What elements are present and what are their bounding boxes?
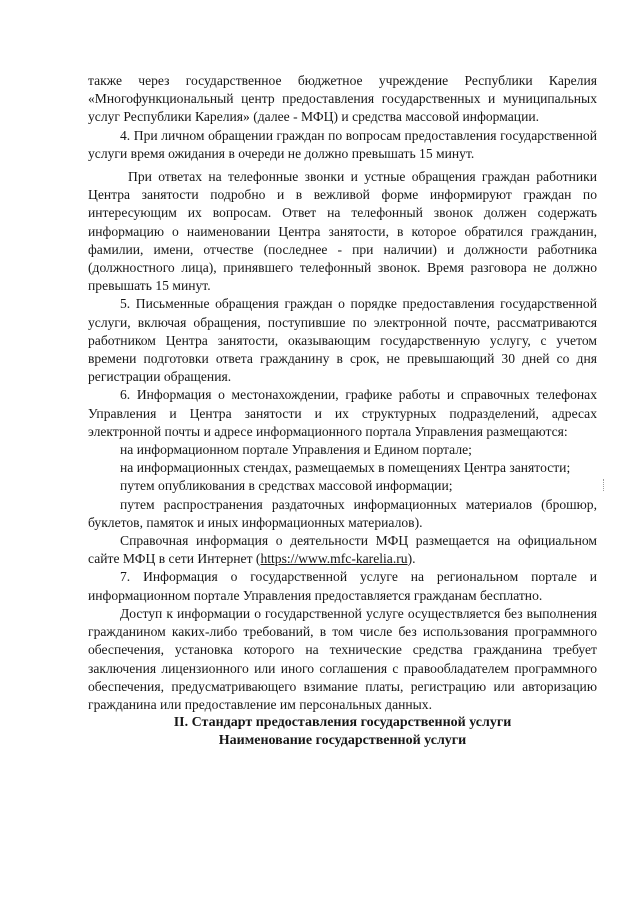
list-item-materials: путем распространения раздаточных информационных материалов (брошюр, буклетов, памяток и иных информационных материалов).	[88, 496, 597, 530]
list-item-media: путем опубликования в средствах массовой информации;	[120, 478, 453, 494]
list-item-portal: на информационном портале Управления и Едином портале;	[120, 442, 472, 458]
mfc-reference-text: Справочная информация о деятельности МФЦ размещается на официальном сайте МФЦ в сети Интернет (	[88, 533, 597, 567]
document-page	[88, 72, 597, 751]
paragraph-phone-answers: При ответах на телефонные звонки и устные обращения граждан работники Центра занятости подробно и в вежливой форме информируют граждан по интересующим их вопросам. Ответ на телефонный звонок должен содержать информацию о наименовании Центра занятости, в которое обратился гражданин, фамилии, имени, отчестве (последнее - при наличии) и должности работника (должностного лица), принявшего телефонный звонок. Время разговора не должно превышать 15 минут.	[88, 169, 597, 294]
paragraph-access: Доступ к информации о государственной услуге осуществляется без выполнения гражданином каких-либо требований, в том числе без использования программного обеспечения, установка которого на технические средства гражданина требует заключения лицензионного или иного соглашения с правообладателем программного обеспечения, предусматривающего взимание платы, регистрацию или авторизацию гражданина или предоставление им персональных данных.	[88, 605, 597, 712]
paragraph-item-5: 5. Письменные обращения граждан о порядке предоставления государственной услуги, включая обращения, поступившие по электронной почте, рассматриваются работником Центра занятости, оказывающим государственную услугу, с учетом времени подготовки ответа гражданину в срок, не превышающий 30 дней со дня регистрации обращения.	[88, 296, 597, 385]
section-heading: II. Стандарт предоставления государственной услуги	[173, 715, 512, 731]
list-item-stands: на информационных стендах, размещаемых в помещениях Центра занятости;	[120, 460, 571, 476]
mfc-website-link[interactable]: https://www.mfc-karelia.ru	[260, 551, 408, 567]
paragraph-mfc-intro: также через государственное бюджетное учреждение Республики Карелия «Многофункциональный центр предоставления государственных и муниципальных услуг Республики Карелия» (далее - МФЦ) и средства массовой информации.	[88, 73, 597, 125]
paragraph-item-6: 6. Информация о местонахождении, графике работы и справочных телефонах Управления и Центра занятости и их структурных подразделений, адресах электронной почты и адресе информационного портала Управления размещаются:	[88, 387, 597, 439]
mfc-reference-suffix: ).	[407, 551, 416, 567]
paragraph-item-4: 4. При личном обращении граждан по вопросам предоставления государственной услуги время ожидания в очереди не должно превышать 15 минут.	[88, 127, 597, 161]
paragraph-item-7: 7. Информация о государственной услуге на региональном портале и информационном портале Управления предоставляется гражданам бесплатно.	[88, 569, 597, 603]
subsection-heading: Наименование государственной услуги	[218, 733, 467, 749]
paragraph-mfc-reference	[88, 532, 597, 568]
scan-mark	[603, 479, 607, 491]
